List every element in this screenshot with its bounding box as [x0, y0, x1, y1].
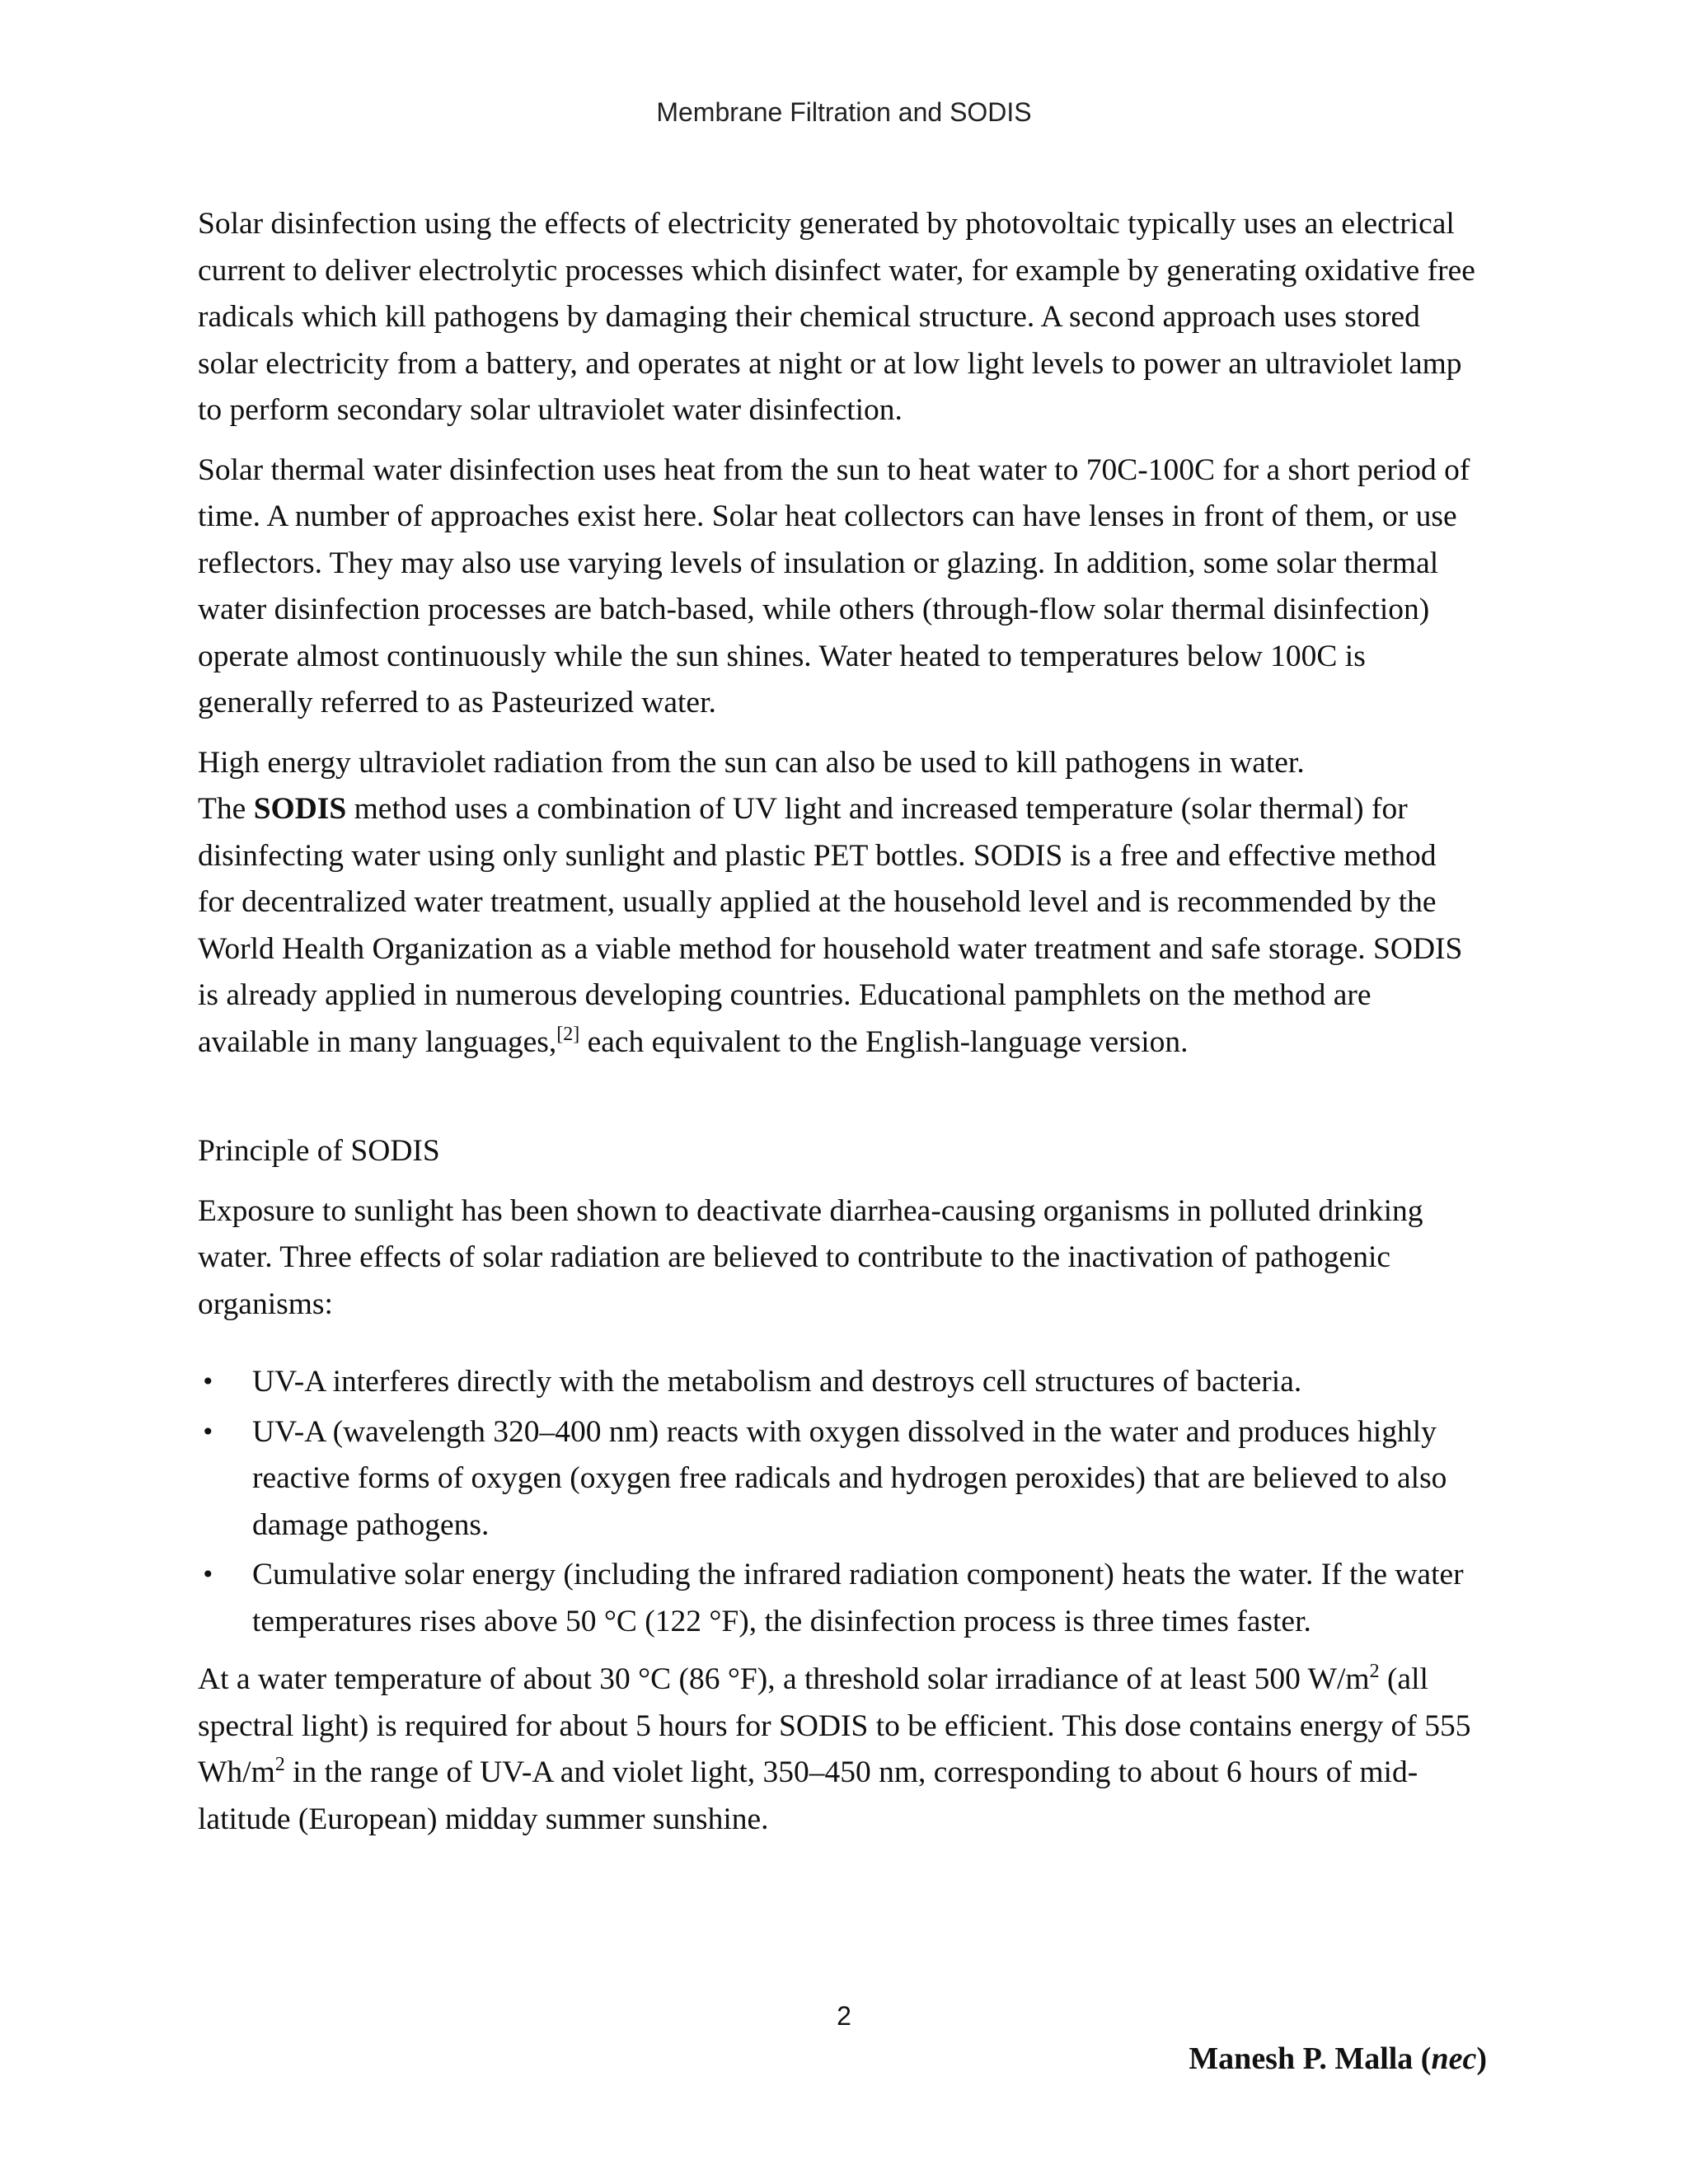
paragraph-uv-rest: method uses a combination of UV light and increased temperature (solar thermal) for disinfecting water using only sunlight and plastic PET bottles. SODIS is a free and effective method for decentralized water treatment, usually applied at the household level and is recommended by the World Health Organization as a viable method for household water treatment and safe storage. SODIS is already applied in numerous developing countries. Educational pamphlets on the method are available in many languages, — [198, 792, 1463, 1059]
running-header: Membrane Filtration and SODIS — [656, 97, 1032, 127]
section-heading-principle: Principle of SODIS — [198, 1134, 440, 1168]
paragraph-solar-electric: Solar disinfection using the effects of electricity generated by photovoltaic typically uses an electrical current to deliver electrolytic processes which disinfect water, for example by generating oxidative free radicals which kill pathogens by damaging their chemical structure. A second approach uses stored solar electricity from a battery, and operates at night or at low light levels to power an ultraviolet lamp to perform secondary solar ultraviolet water disinfection. — [198, 207, 1475, 427]
reference-marker[interactable]: [2] — [556, 1023, 580, 1045]
document-body — [198, 201, 1479, 1856]
threshold-text-a: At a water temperature of about 30 °C (86 °F), a threshold solar irradiance of at least 500 W/m — [198, 1662, 1370, 1696]
author-credit — [1189, 2041, 1487, 2077]
page-number: 2 — [837, 2001, 851, 2031]
threshold-text-c: in the range of UV-A and violet light, 350–450 nm, corresponding to about 6 hours of mid-latitude (European) midday summer sunshine. — [198, 1755, 1418, 1836]
list-item: • UV-A (wavelength 320–400 nm) reacts with oxygen dissolved in the water and produces highly reactive forms of oxygen (oxygen free radicals and hydrogen peroxides) that are believed to also damage pathogens. — [252, 1409, 1479, 1549]
paragraph-uv-sodis — [198, 740, 1479, 1066]
paragraph-threshold — [198, 1657, 1479, 1843]
author-affiliation: nec — [1431, 2041, 1477, 2076]
author-close-paren: ) — [1476, 2041, 1487, 2076]
sodis-bold-term: SODIS — [253, 792, 347, 826]
paragraph-uv-first-line: High energy ultraviolet radiation from the sun can also be used to kill pathogens in water. — [198, 745, 1305, 780]
superscript-squared: 2 — [274, 1754, 285, 1775]
author-name: Manesh P. Malla ( — [1189, 2041, 1432, 2076]
threshold-text-b: (all spectral light) is required for about 5 hours for SODIS to be efficient. This dose contains energy of 555 Wh/m — [198, 1662, 1471, 1789]
list-item: • Cumulative solar energy (including the infrared radiation component) heats the water. If the water temperatures rises above 50 °C (122 °F), the disinfection process is three times faster. — [252, 1552, 1479, 1645]
paragraph-exposure: Exposure to sunlight has been shown to deactivate diarrhea-causing organisms in polluted drinking water. Three effects of solar radiation are believed to contribute to the inactivation of pathogenic organisms: — [198, 1193, 1423, 1321]
paragraph-uv-the: The — [198, 792, 254, 826]
paragraph-uv-tail: each equivalent to the English-language version. — [579, 1024, 1189, 1059]
list-item: • UV-A interferes directly with the metabolism and destroys cell structures of bacteria. — [252, 1359, 1479, 1406]
superscript-squared: 2 — [1369, 1661, 1380, 1682]
paragraph-solar-thermal: Solar thermal water disinfection uses heat from the sun to heat water to 70C-100C for a short period of time. A number of approaches exist here. Solar heat collectors can have lenses in front of them, or use reflectors. They may also use varying levels of insulation or glazing. In addition, some solar thermal water disinfection processes are batch-based, while others (through-flow solar thermal disinfection) operate almost continuously while the sun shines. Water heated to temperatures below 100C is generally referred to as Pasteurized water. — [198, 452, 1470, 719]
effects-bullet-list — [198, 1359, 1479, 1645]
